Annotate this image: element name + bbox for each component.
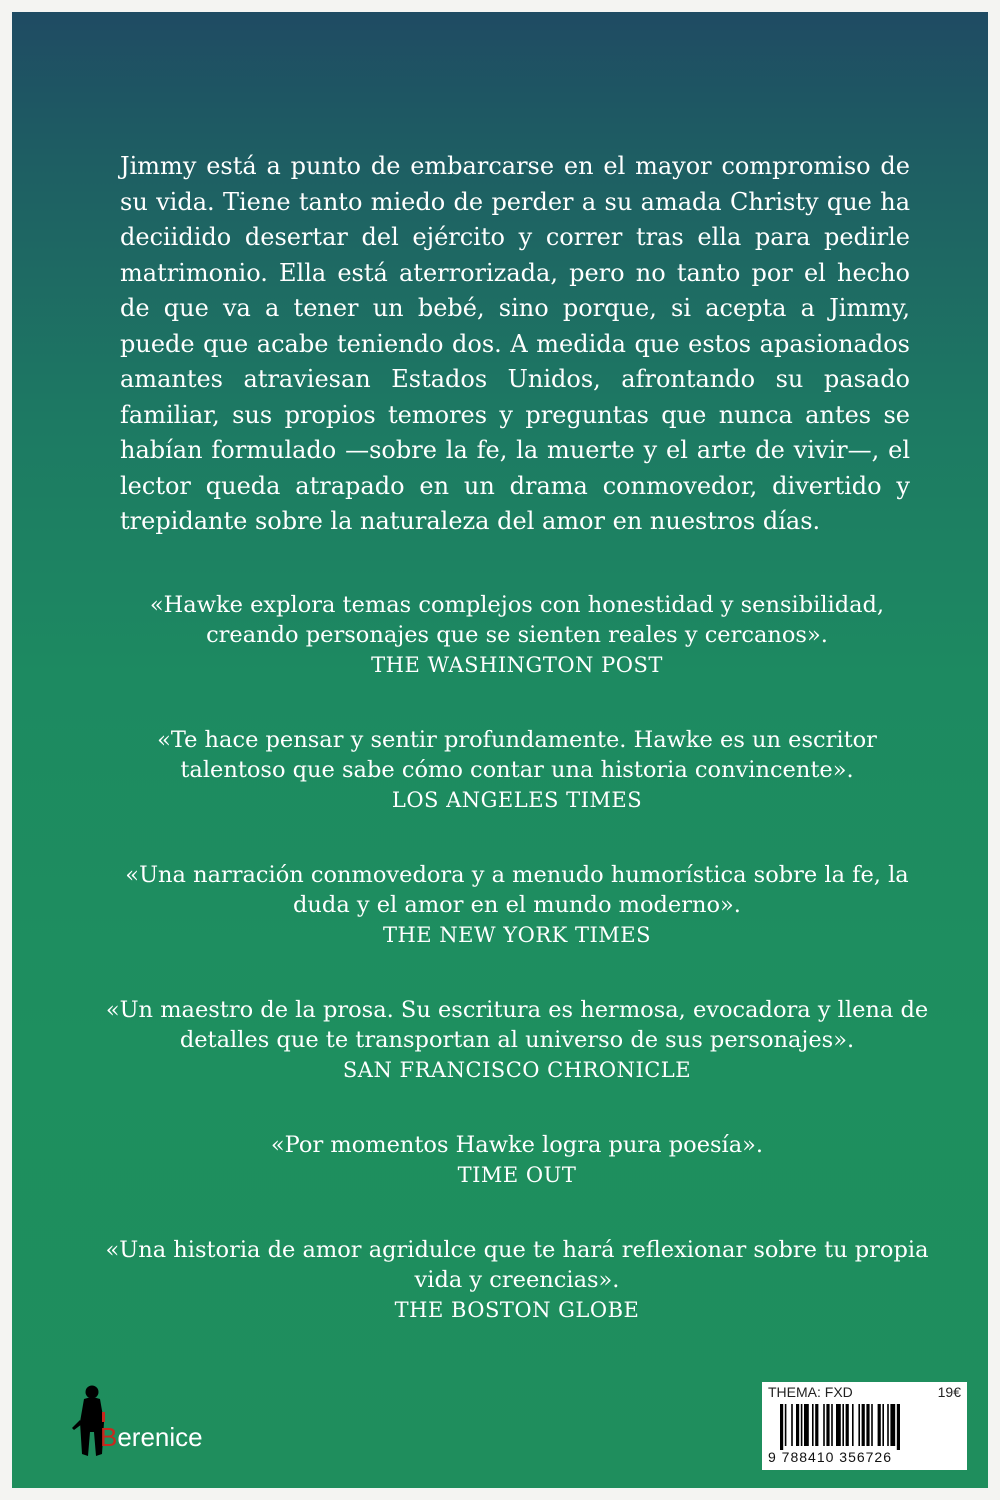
quote-text: «Una historia de amor agridulce que te hará reflexionar sobre tu propia vida y creencias». bbox=[105, 1237, 929, 1293]
quote-source: THE NEW YORK TIMES bbox=[382, 923, 652, 947]
barcode-bar bbox=[866, 1404, 869, 1446]
quote-source: LOS ANGELES TIMES bbox=[391, 788, 643, 812]
barcode-bar bbox=[890, 1404, 895, 1446]
barcode-bar bbox=[871, 1404, 873, 1446]
isbn-digits: 9 788410 356726 bbox=[768, 1449, 892, 1465]
publisher-name bbox=[100, 1422, 203, 1453]
barcode-bar bbox=[842, 1404, 844, 1446]
barcode-bar bbox=[815, 1404, 818, 1446]
review-quote bbox=[102, 1130, 932, 1190]
barcode-label bbox=[762, 1382, 967, 1470]
barcode-bar bbox=[852, 1404, 854, 1446]
barcode-bar bbox=[897, 1404, 900, 1450]
quote-text: «Hawke explora temas complejos con honestidad y sensibilidad, creando personajes que se sienten reales y cercanos». bbox=[149, 592, 885, 648]
review-quote bbox=[102, 590, 932, 680]
quote-text: «Te hace pensar y sentir profundamente. Hawke es un escritor talentoso que sabe cómo contar una historia convincente». bbox=[157, 727, 877, 783]
publisher-initial: B bbox=[100, 1422, 118, 1452]
review-quote bbox=[102, 860, 932, 950]
price: 19€ bbox=[937, 1384, 961, 1400]
publisher-name-rest: erenice bbox=[117, 1422, 203, 1452]
barcode-bar bbox=[804, 1404, 809, 1446]
barcode-bar bbox=[831, 1404, 833, 1446]
barcode-header bbox=[768, 1384, 961, 1400]
quote-source: THE WASHINGTON POST bbox=[371, 653, 663, 677]
synopsis-text: Jimmy está a punto de embarcarse en el mayor compromiso de su vida. Tiene tanto miedo de perder a su amada Christy que ha deciidido desertar del ejército y correr tras ella para pedirle matrimonio. Ella está aterrorizada, pero no tanto por el hecho de que va a tener un bebé, sino porque, si acepta a Jimmy, puede que acabe teniendo dos. A medida que estos apasionados amantes atraviesan Estados Unidos, afrontando su pasado familiar, sus propios temores y preguntas que nunca antes se habían formulado —sobre la fe, la muerte y el arte de vivir—, el lector queda atrapado en un drama conmovedor, divertido y trepidante sobre la naturaleza del amor en nuestros días. bbox=[120, 152, 910, 535]
barcode-bar bbox=[823, 1404, 825, 1446]
barcode-bar bbox=[836, 1404, 841, 1446]
thema-code: THEMA: FXD bbox=[768, 1384, 853, 1400]
barcode-bar bbox=[796, 1404, 799, 1446]
barcode-bar bbox=[780, 1404, 783, 1450]
quote-text: «Por momentos Hawke logra pura poesía». bbox=[270, 1132, 764, 1158]
barcode-bar bbox=[785, 1404, 787, 1446]
quote-source: SAN FRANCISCO CHRONICLE bbox=[342, 1058, 692, 1082]
barcode-bar bbox=[812, 1404, 814, 1446]
barcode-bar bbox=[801, 1404, 803, 1446]
review-quote bbox=[102, 725, 932, 815]
quote-text: «Un maestro de la prosa. Su escritura es hermosa, evocadora y llena de detalles que te transportan al universo de sus personajes». bbox=[105, 997, 929, 1053]
publisher-logo bbox=[62, 1382, 292, 1462]
quote-text: «Una narración conmovedora y a menudo humorística sobre la fe, la duda y el amor en el mundo moderno». bbox=[125, 862, 909, 918]
quote-source: THE BOSTON GLOBE bbox=[394, 1298, 640, 1322]
barcode-bar bbox=[791, 1404, 793, 1446]
review-quotes bbox=[102, 590, 932, 1370]
barcode-bar bbox=[858, 1404, 860, 1446]
barcode-bar bbox=[878, 1404, 881, 1446]
barcode-bar bbox=[862, 1404, 865, 1446]
barcode-bar bbox=[826, 1404, 829, 1446]
barcode-bar bbox=[887, 1404, 889, 1446]
review-quote bbox=[102, 1235, 932, 1325]
back-cover bbox=[12, 12, 988, 1488]
barcode-bar bbox=[846, 1404, 849, 1446]
barcode-bar bbox=[882, 1404, 884, 1446]
quote-source: TIME OUT bbox=[457, 1163, 577, 1187]
barcode-icon bbox=[780, 1404, 952, 1450]
review-quote bbox=[102, 995, 932, 1085]
